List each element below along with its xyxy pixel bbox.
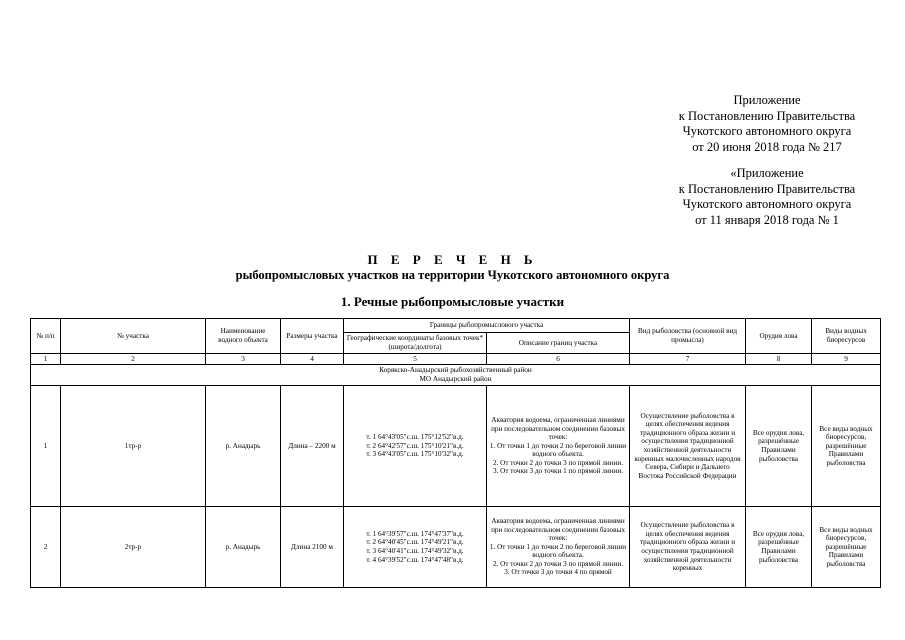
region-row xyxy=(31,365,881,386)
row-fishing-type: Осуществление рыболовства в целях обеспечения ведения традиционного образа жизни и осуществления традиционной хозяйственной деятельности коренных xyxy=(630,507,746,588)
row-water-body: р. Анадырь xyxy=(206,507,281,588)
coord-point: т. 3 64°40'41"с.ш. 174°49'32"в.д. xyxy=(366,547,464,555)
column-number: 2 xyxy=(61,354,206,365)
row-gear: Все орудия лова, разрешённые Правилами рыболовства xyxy=(746,507,812,588)
row-coords xyxy=(344,507,487,588)
coord-point: т. 1 64°39'57"с.ш. 174°47'37"в.д. xyxy=(366,529,464,538)
column-number: 7 xyxy=(630,354,746,365)
appendix-original-line1: «Приложение xyxy=(730,166,804,180)
row-site: 1тр-р xyxy=(61,386,206,507)
column-number-row xyxy=(31,354,881,365)
row-species: Все виды водных биоресурсов, разрешённые Правилами рыболовства xyxy=(812,386,881,507)
coord-point: т. 1 64°43'05"с.ш. 175°12'52"в.д. xyxy=(366,433,464,442)
header-water-body: Наименование водного объекта xyxy=(206,319,281,354)
row-gear: Все орудия лова, разрешённые Правилами рыболовства xyxy=(746,386,812,507)
row-fishing-type: Осуществление рыболовства в целях обеспечения ведения традиционного образа жизни и осуществления традиционной хозяйственной деятельности коренных малочисленных народов Севера, Сибири и Дальнего Востока Российской Федерации xyxy=(630,386,746,507)
row-size: Длина 2100 м xyxy=(281,507,344,588)
desc-line: 2. От точки 2 до точки 3 по прямой линии. xyxy=(492,458,624,467)
coord-point: т. 4 64°39'52"с.ш. 174°47'48"в.д. xyxy=(366,555,464,564)
column-number: 5 xyxy=(344,354,487,365)
row-border-desc xyxy=(487,386,630,507)
desc-line: 3. От точки 3 до точки 1 по прямой линии. xyxy=(492,467,624,476)
header-size: Размеры участка xyxy=(281,319,344,354)
table-row xyxy=(31,507,881,588)
row-num: 2 xyxy=(31,507,61,588)
row-species: Все виды водных биоресурсов, разрешённые Правилами рыболовства xyxy=(812,507,881,588)
appendix-current xyxy=(672,93,862,155)
header-species: Виды водных биоресурсов xyxy=(812,319,881,354)
row-site: 2тр-р xyxy=(61,507,206,588)
row-coords xyxy=(344,386,487,507)
header-borders: Границы рыбопромыслового участка xyxy=(344,319,630,333)
section-title: 1. Речные рыбопромысловые участки xyxy=(340,294,565,309)
region-name: Корякско-Анадырский рыбохозяйственный район xyxy=(379,366,532,374)
desc-line: Акватория водоема, ограниченная линиями при последовательном соединении базовых точек: xyxy=(491,415,625,442)
appendix-current-line4: от 20 июня 2018 года № 217 xyxy=(692,139,842,154)
header-row xyxy=(31,319,881,333)
coord-point: т. 2 64°40'45"с.ш. 174°49'21"в.д. xyxy=(366,538,464,547)
desc-line: 3. От точки 3 до точки 4 по прямой xyxy=(504,568,612,577)
column-number: 8 xyxy=(746,354,812,365)
desc-line: 1. От точки 1 до точки 2 по береговой линии водного объекта. xyxy=(489,542,627,560)
header-gear: Орудия лова xyxy=(746,319,812,354)
header-coords: Географические координаты базовых точек* (широта/долгота) xyxy=(344,333,487,354)
coord-point: т. 2 64°42'57"с.ш. 175°10'21"в.д. xyxy=(366,441,464,450)
appendix-original xyxy=(672,166,862,228)
fishing-sites-table xyxy=(30,318,881,588)
coord-point: т. 3 64°43'05"с.ш. 175°10'32"в.д. xyxy=(366,450,464,459)
row-border-desc xyxy=(487,507,630,588)
appendix-current-line1: Приложение xyxy=(733,93,801,107)
desc-line: Акватория водоема, ограниченная линиями при последовательном соединении базовых точек: xyxy=(491,516,625,543)
document-subtitle: рыбопромысловых участков на территории Чукотского автономного округа xyxy=(235,268,670,282)
desc-line: 1. От точки 1 до точки 2 по береговой линии водного объекта. xyxy=(489,441,627,459)
document-title: П Е Р Е Ч Е Н Ь xyxy=(367,252,538,267)
column-number: 6 xyxy=(487,354,630,365)
appendix-original-line3: Чукотского автономного округа xyxy=(682,197,852,211)
appendix-current-line2: к Постановлению Правительства xyxy=(678,108,856,123)
column-number: 9 xyxy=(812,354,881,365)
row-size: Длина – 2200 м xyxy=(281,386,344,507)
header-border-desc: Описание границ участка xyxy=(487,333,630,354)
column-number: 1 xyxy=(31,354,61,365)
appendix-original-line2: к Постановлению Правительства xyxy=(678,181,856,196)
table-row xyxy=(31,386,881,507)
column-number: 4 xyxy=(281,354,344,365)
desc-line: 2. От точки 2 до точки 3 по прямой линии. xyxy=(492,559,624,568)
header-site: № участка xyxy=(61,319,206,354)
appendix-original-line4: от 11 января 2018 года № 1 xyxy=(695,212,839,227)
column-number: 3 xyxy=(206,354,281,365)
header-num: № п/п xyxy=(31,319,61,354)
district-name: МО Анадырский район xyxy=(419,375,492,383)
row-num: 1 xyxy=(31,386,61,507)
header-fishing-type: Вид рыболовства (основной вид промысла) xyxy=(630,319,746,354)
row-water-body: р. Анадырь xyxy=(206,386,281,507)
region-cell xyxy=(31,365,881,386)
appendix-current-line3: Чукотского автономного округа xyxy=(682,124,852,138)
